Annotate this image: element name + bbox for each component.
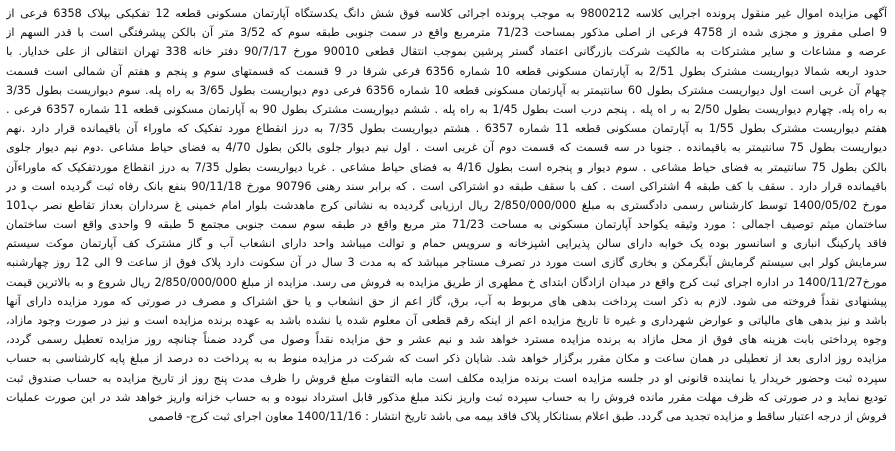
notice-line-4: حدود اربعه شمالا دیواریست مشترک بطول 2/51 به آپارتمان مسکونی قطعه 10 شماره 6356 فرعی شرقا در 9 قسمت که قسمتهای سوم و پنجم و هفتم آن شمالی است قسمت xyxy=(6,64,887,78)
notice-line-6: به راه پله. چهارم دیواریست بطول 2/50 به ر اه پله . پنجم درب است بطول 1/45 به راه پله . ششم دیواریست مشترک بطول 90 به آپارتمان مسکونی قطعه 11 شماره 6357 فرعی . xyxy=(6,102,887,116)
notice-line-19: مزایده روز اداری بعد از تعطیلی در همان ساعت و مکان مقرر برگزار خواهد شد. شایان ذکر است که شرکت در مزایده منوط به به پرداخت ده درصد از مبلغ پایه کارشناسی به حساب xyxy=(6,352,887,366)
notice-line-14: سرمایش کولر ابی سیستم گرمایش آبگرمکن و بخاری گازی است مورد در تصرف مستاجر میباشد که به مدت 3 سال در آن سکونت دارد پلاک فوق از ساعت 9 الی 12 روز چهارشنبه xyxy=(6,256,887,270)
notice-line-8: دیواریست بطول 75 سانتیمتر به باقیمانده . جنوبا در سه قسمت که قسمت دوم آن غربی است . اول نیم دیوار جلوی بالکن بطول 4/70 به فضای حیاط مشاعی .دوم نیم دیوار جلوی xyxy=(6,141,887,155)
notice-line-13: فاقد پارکینگ انباری و اسانسور بوده یک خوابه دارای سالن پذیرایی اشپزخانه و سرویس حمام و توالت میباشد واحد دارای انشعاب آب و گاز مشترک کف آپارتمان موکت سیستم xyxy=(6,237,887,251)
notice-line-12: ساختمان میثم توصیف اجمالی : مورد وثیقه یکواحد آپارتمان مسکونی به مساحت 71/23 متر مربع واقع در طبقه سوم سمت جنوبی مجتمع 5 طبقه 9 واحدی واقع است ساختمان xyxy=(6,218,887,232)
notice-line-18: وجوه پرداختی بابت هزینه های فوق از محل مازاد به برنده مزایده مسترد خواهد شد و نیم عشر و حق مزایده نقداً وصول می گردد ضمناً چنانچه روز مزایده تعطیل رسمی گردد، xyxy=(6,333,887,347)
notice-line-2: 9 اصلی مفروز و مجزی شده از 4758 فرعی از اصلی مذکور بمساحت 71/23 مترمربع واقع در سمت جنوبی طبقه سوم که 3/52 متر آن بالکن پیشرفتگی است با قدر السهم از xyxy=(6,26,887,40)
notice-line-7: هفتم دیواریست مشترک بطول 1/55 به آپارتمان مسکونی قطعه 11 شماره 6357 . هشتم دیواریست بطول 7/35 به درز انقطاع مورد تفکیک که ماوراء آن باقیمانده قرار دارد .نهم xyxy=(6,122,887,136)
notice-line-10: باقیمانده قرار دارد . سقف با کف طبقه 4 اشتراکی است . کف با سقف طبقه دو اشتراکی است . که برابر سند رهنی 90796 مورخ 90/11/18 بنفع بانک رفاه ثبت گردیده است و در xyxy=(6,179,887,193)
notice-line-20: سپرده ثبت وحضور خریدار یا نماینده قانونی او در جلسه مزایده است برنده مزایده مکلف است مابه التفاوت مبلغ فروش را ظرف مدت پنج روز از تاریخ مزایده به حساب صندوق ثبت xyxy=(6,371,887,385)
notice-line-5: چهام آن غربی است اول دیواریست مشترک بطول 60 سانتیمتر به آپارتمان مسکونی قطعه 10 شماره 6356 فرعی دوم دیواریست بطول 3/65 به راه پله. سوم دیواریست بطول 3/35 xyxy=(6,83,887,97)
notice-line-11: مورخ 1400/05/02 توسط کارشناس رسمی دادگستری به مبلغ 2/850/000/000 ریال ارزیابی گردیده به نشانی کرج ماهدشت بلوار امام خمینی غ سرداران بعداز تقاطع نصر پ101 xyxy=(6,198,887,212)
notice-line-16: پیشنهادی نقداً فروخته می شود. لازم به ذکر است پرداخت بدهی های مربوط به آب، برق، گاز اعم از حق انشعاب و یا حق اشتراک و مصرف در صورتی که مورد مزایده دارای آنها xyxy=(6,294,887,308)
notice-line-15: مورخ1400/11/27 در اداره اجرای ثبت کرج واقع در میدان ازادگان ابتدای خ مطهری از طریق مزایده به فروش می رسد. مزایده از مبلغ 2/850/000/000 ریال شروع و به بالاترین قیمت xyxy=(6,275,887,289)
notice-line-22: فروش از درجه اعتبار ساقط و مزایده تجدید می گردد. طبق اعلام بستانکار پلاک فاقد بیمه می باشد تاریخ انتشار : 1400/11/16 معاون اجرای ثبت کرج- قاصمی xyxy=(148,409,887,423)
notice-line-1: آگهی مزایده اموال غیر منقول پرونده اجرایی کلاسه 9800212 به موجب پرونده اجرائی کلاسه فوق شش دانگ یکدستگاه آپارتمان مسکونی قطعه 12 تفکیکی بپلاک 6358 فرعی از xyxy=(6,7,887,20)
notice-line-21: تودیع نماید و در صورتی که ظرف مهلت مقرر مانده فروش را به حساب سپرده ثبت واریز نکند مبلغ مذکور قابل استرداد نبوده و به حساب خزانه واریز خواهد شد در این صورت عملیات xyxy=(6,390,887,404)
notice-line-17: باشد و نیز بدهی های مالیاتی و عوارض شهرداری و غیره تا تاریخ مزایده اعم از اینکه رقم قطعی آن معلوم شده یا نشده باشد به عهده برنده مزایده است و نیز در صورت وجود مازاد، xyxy=(6,314,887,327)
notice-line-3: عرصه و مشاعات و سایر مشترکات به مالکیت شرکت بازرگانی اعتماد گستر پرشین بموجب انتقال قطعی 90010 مورخ 90/7/17 دفتر خانه 338 تهران انتقالی از علی خدایار. با xyxy=(6,45,887,59)
notice-line-9: بالکن بطول 75 سانتیمتر به فضای حیاط مشاعی . سوم دیوار و پنجره است بطول 4/16 به فضای حیاط مشاعی . غربا دیواریست بطول 7/35 به درز انقطاع موردتفکیک که ماوراءآن xyxy=(6,160,887,174)
